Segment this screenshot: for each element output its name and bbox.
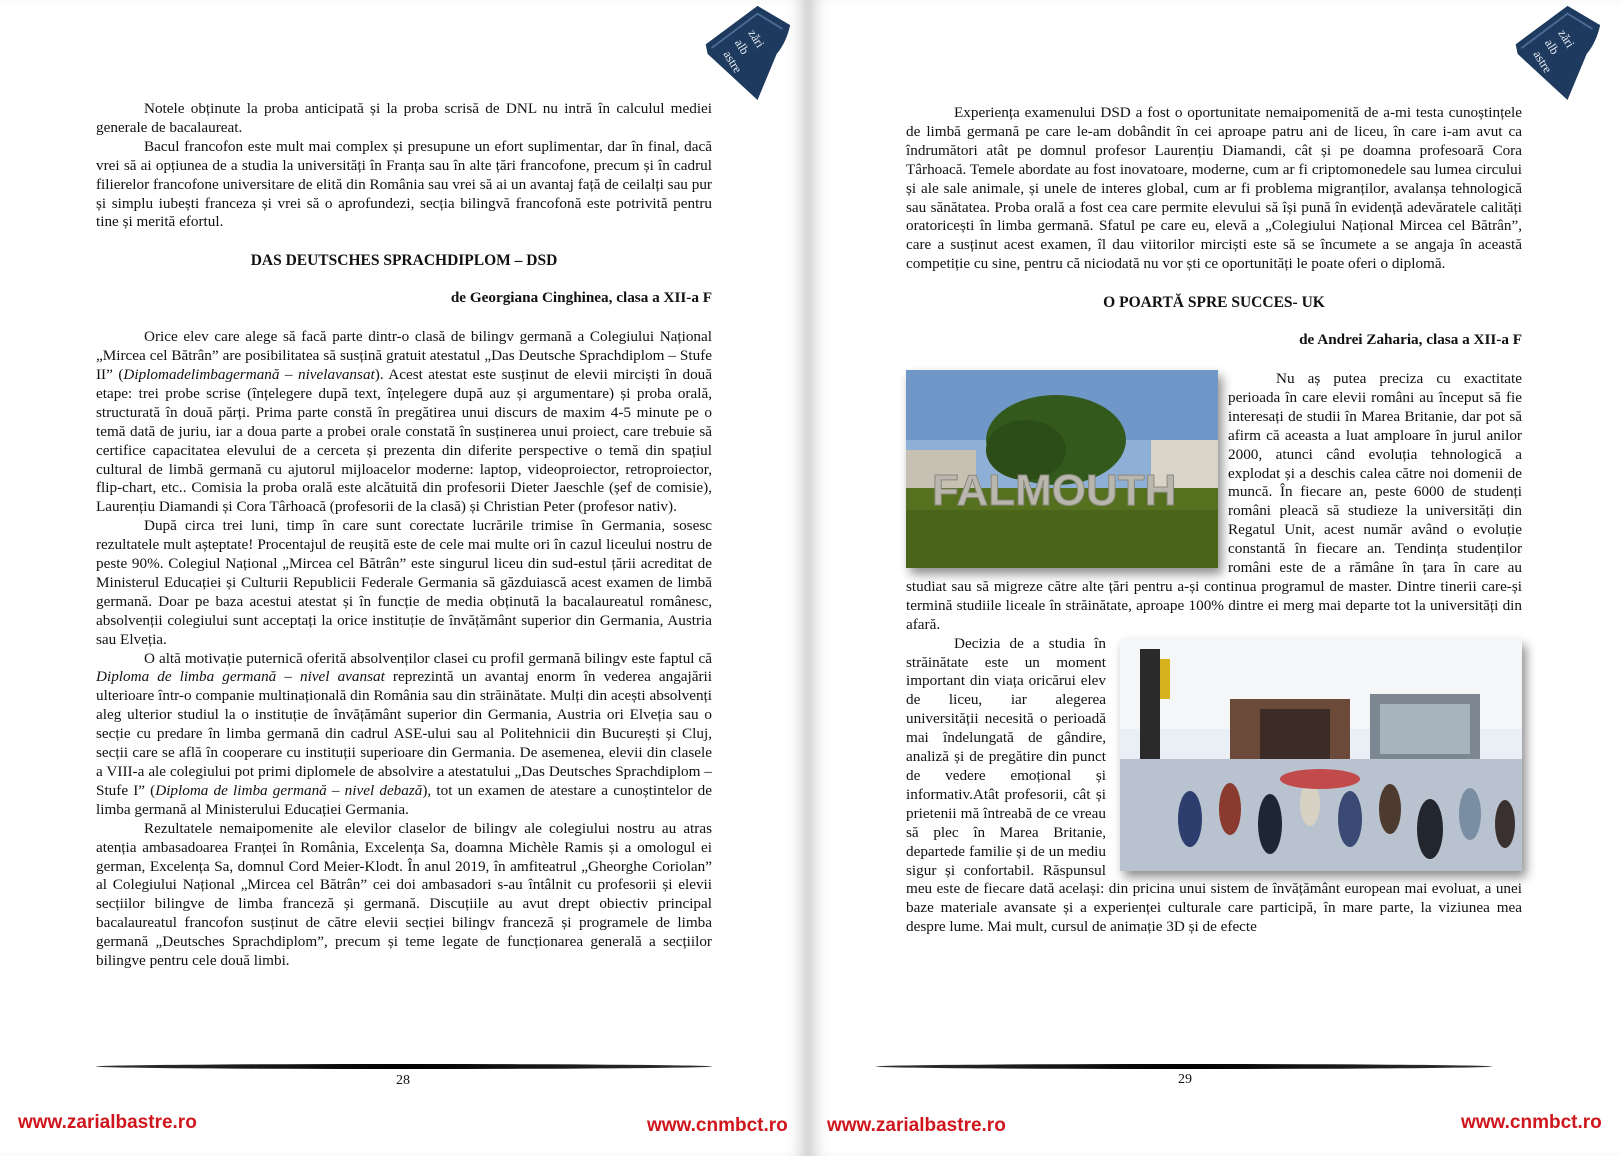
falmouth-sign-text: FALMOUTH — [932, 465, 1177, 515]
intro-paragraph-2: Bacul francofon este mult mai complex și presupune un efort suplimentar, dar în final, dacă vrei să ai opțiunea de a studia la universități în Franța sau în alte țări francofone, precum și în cadrul filierelor francofone universitare de elită din România sau vrei să ai un avantaj față de ceilalți sau pur și simplu iubești franceza și vrei să o aprofundezi, secția bilingvă francofonă este potrivită pentru tine și merită efortul. — [96, 137, 712, 231]
body-paragraph-3: O altă motivație puternică oferită absolvenților clasei cu profil germană bilingv este faptul că Diploma de limba germană – nivel avansat reprezintă un avantaj enorm în vederea angajării ulterioare într-o companie multinațională din România sau din străinătate. Mulți din acești absolvenți aleg ulterior studiul la o instituție de învățământ superior din Germania, Austria ori Elveția sau o secție cu predare în limba germană din cadrul ASE-ului sau al Politehnicii din București și Cluj, secții care se află în cooperare cu instituții superioare din Germania. De asemenea, elevii din clasele a VIII-a ale colegiului pot primi diplomele de absolvire a atestatului „Das Deutsches Sprachdiplom – Stufe I” (Diploma de limba germană – nivel debază), tot un examen de atestare a cunoștintelor de limba germană al Ministerului Educației Germania. — [96, 649, 712, 818]
page-number: 28 — [396, 1073, 410, 1088]
logo-text-1: zări — [745, 26, 768, 51]
magazine-logo — [698, 4, 794, 100]
website-link-zarialbastre[interactable]: www.zarialbastre.ro — [827, 1115, 1006, 1136]
website-link-cnmbct[interactable]: www.cnmbct.ro — [647, 1115, 788, 1136]
body-paragraph-2: După circa trei luni, timp în care sunt corectate lucrările trimise în Germania, sosesc rezultatele mult așteptate! Procentajul de reușită este de cele mai multe ori în cazul liceului nostru de peste 90%. Colegiul Național „Mircea cel Bătrân” este singurul liceu din sud-estul țării acreditat de Ministerul Educației și Culturii Republicii Federale Germania să găzduiască acest examen de limbă germană. Doar pe baza acestui atestat și în funcție de media obținută la bacalaureatul românesc, absolvenții colegiului sunt acceptați la orice instituție de învățământ superior din Germania, Austria sau Elveția. — [96, 517, 712, 648]
footer-rule — [876, 1064, 1492, 1069]
body-paragraph-2: Decizia de a studia în străinătate este un moment important din viața oricărui elev de liceu, iar alegerea universității necesită o perioadă mai îndelungată de gândire, analiză și de pregătire din punct de vedere emoțional și informativ.Atât profesorii, cât și prietenii mă întreabă de ce vreau să plec în Marea Britanie, departede familie și de un mediu sigur și confortabil. Răspunsul meu este de fiecare dată același: din pricina unui sistem de învățământ european mai evoluat, a unei baze materiale avansate și a experienței culturale care participă, în mare parte, la viziunea mea despre lume. Mai mult, cursul de animație 3D și de efecte — [906, 634, 1522, 936]
intro-paragraph-1: Notele obținute la proba anticipată și la proba scrisă de DNL nu intră în calculul mediei generale de bacalaureat. — [96, 100, 712, 136]
website-link-cnmbct[interactable]: www.cnmbct.ro — [1461, 1112, 1602, 1133]
article-author: de Andrei Zaharia, clasa a XII-a F — [1299, 331, 1522, 349]
intro-paragraph: Experiența examenului DSD a fost o oportunitate nemaipomenită de a-mi testa cunoștințele de limbă germană pe care le-am dobândit în cei aproape patru ani de liceu, în care i-am avut ca îndrumători atât pe domnul profesor Laurențiu Diamandi, cât și pe doamna profesoară Cora Târhoacă. Temele abordate au fost inovatoare, moderne, cum ar fi criptomonedele sau lumea circului și ale sale animale, și unele de interes global, cum ar fi problema migranților, avalanșa tehnologică sau sănătatea. Proba orală a fost cea care permite elevului să își pună în evidență adevăratele calități oratorice​ști în limba germană. Sfatul pe care eu, elevă a „Colegiului Național Mircea cel Bătrân”, care a susținut acest examen, îl dau viitorilor mirciști este să se încumete a se angaja în această competiție cu sine, pentru că niciodată nu vor ști ce oportunități le poate oferi o diplomă. — [906, 104, 1522, 273]
page-number: 29 — [1178, 1072, 1192, 1087]
website-link-zarialbastre[interactable]: www.zarialbastre.ro — [18, 1112, 197, 1133]
logo-text-2: alb — [731, 36, 752, 57]
body-paragraph-4: Rezultatele nemaipomenite ale elevilor claselor de bilingv ale colegiului nostru au atras atenția ambasadoarea Franței în România, Excelența Sa, doamna Michèle Ramis și a omologul ei german, Excelența Sa, domnul Cord Meier-Klodt. În anul 2019, în amfiteatrul „Gheorghe Coriolan” al Colegiului Național „Mircea cel Bătrân” cei doi ambasadori s-au întâlnit cu profesorii și elevii secțiilor bilingve de limba franceză și germană. Discuțiile au avut drept obiectiv principal bacalaureatul francofon susținut de către elevii secției bilingv franceză și programele de limba germană „Deutsches Sprachdiplom”, precum și teme legate de funcționarea generală a secțiilor bilingve pentru cele două limbi. — [96, 819, 712, 970]
right-text-column — [906, 104, 1522, 937]
body-paragraph-1: Orice elev care alege să facă parte dintr-o clasă de bilingv germană a Colegiului Național „Mircea cel Bătrân” are posibilitatea să susțină gratuit atestatul „Das Deutsche Sprachdiplom – Stufe II” (Diplomadelimbagermană – nivelavansat). Acest atestat este susținut de elevii mirciști în două etape: trei probe scrise (înțelegere după text, înțelegere după auz și argumentare) și proba orală, structurată în două părți. Prima parte constă în pregătirea unui discurs de maxim 4-5 minute pe o temă dată de juriu, iar a doua parte a probei orale constată în susținerea unui proiect, care trebuie să certifice capacitatea elevului de a cerceta și prezenta din diferite perspective o temă din spațiul cultural de limbă germană cu ajutorul mijloacelor moderne: laptop, videoproiector, retroproiector, flip-chart, etc.. Comisia la proba orală este alcătuită din profesorii Dieter Jaeschle (șef de comisie), Laurențiu Diamandi și Cora Târhoacă (profesorii de la clasă) și Christian Peter (profesor nativ). — [96, 328, 713, 516]
article-title: DAS DEUTSCHES SPRACHDIPLOM – DSD — [250, 252, 558, 270]
left-page — [0, 0, 806, 1156]
logo-text-2: alb — [1541, 36, 1562, 57]
logo-text-3: astre — [1530, 48, 1555, 76]
footer-rule — [96, 1064, 712, 1069]
falmouth-campus-photo — [906, 370, 1218, 568]
article-title: O POARTĂ SPRE SUCCES- UK — [1103, 294, 1325, 312]
logo-text-3: astre — [720, 48, 745, 76]
logo-text-1: zări — [1555, 26, 1578, 51]
article-author: de Georgiana Cinghinea, clasa a XII-a F — [450, 289, 712, 307]
campus-crowd-photo — [1120, 639, 1522, 871]
left-text-column — [96, 100, 712, 971]
magazine-logo — [1508, 4, 1604, 100]
right-page — [810, 0, 1621, 1156]
body-paragraph-1: Nu aș putea preciza cu exactitate perioada în care elevii români au început să fie interesați de studii în Marea Britanie, dar pot să afirm că aceasta a luat amploare în jurul anilor 2000, atunci când evoluția tehnologică a explodat și a deschis calea către noi domenii de muncă. În fiecare an, peste 6000 de studenți români pleacă să studieze la universități din Regatul Unit, acest număr având o evoluție constantă în fiecare an. Tendința studenților români este de a rămâne în țara în care au studiat sau să migreze către alte țări pentru a-și continua programul de master. Dintre tinerii care-și termină studiile liceale în străinătate, aproape 100% dintre ei merg mai departe tot la universități din afară. — [906, 369, 1522, 633]
